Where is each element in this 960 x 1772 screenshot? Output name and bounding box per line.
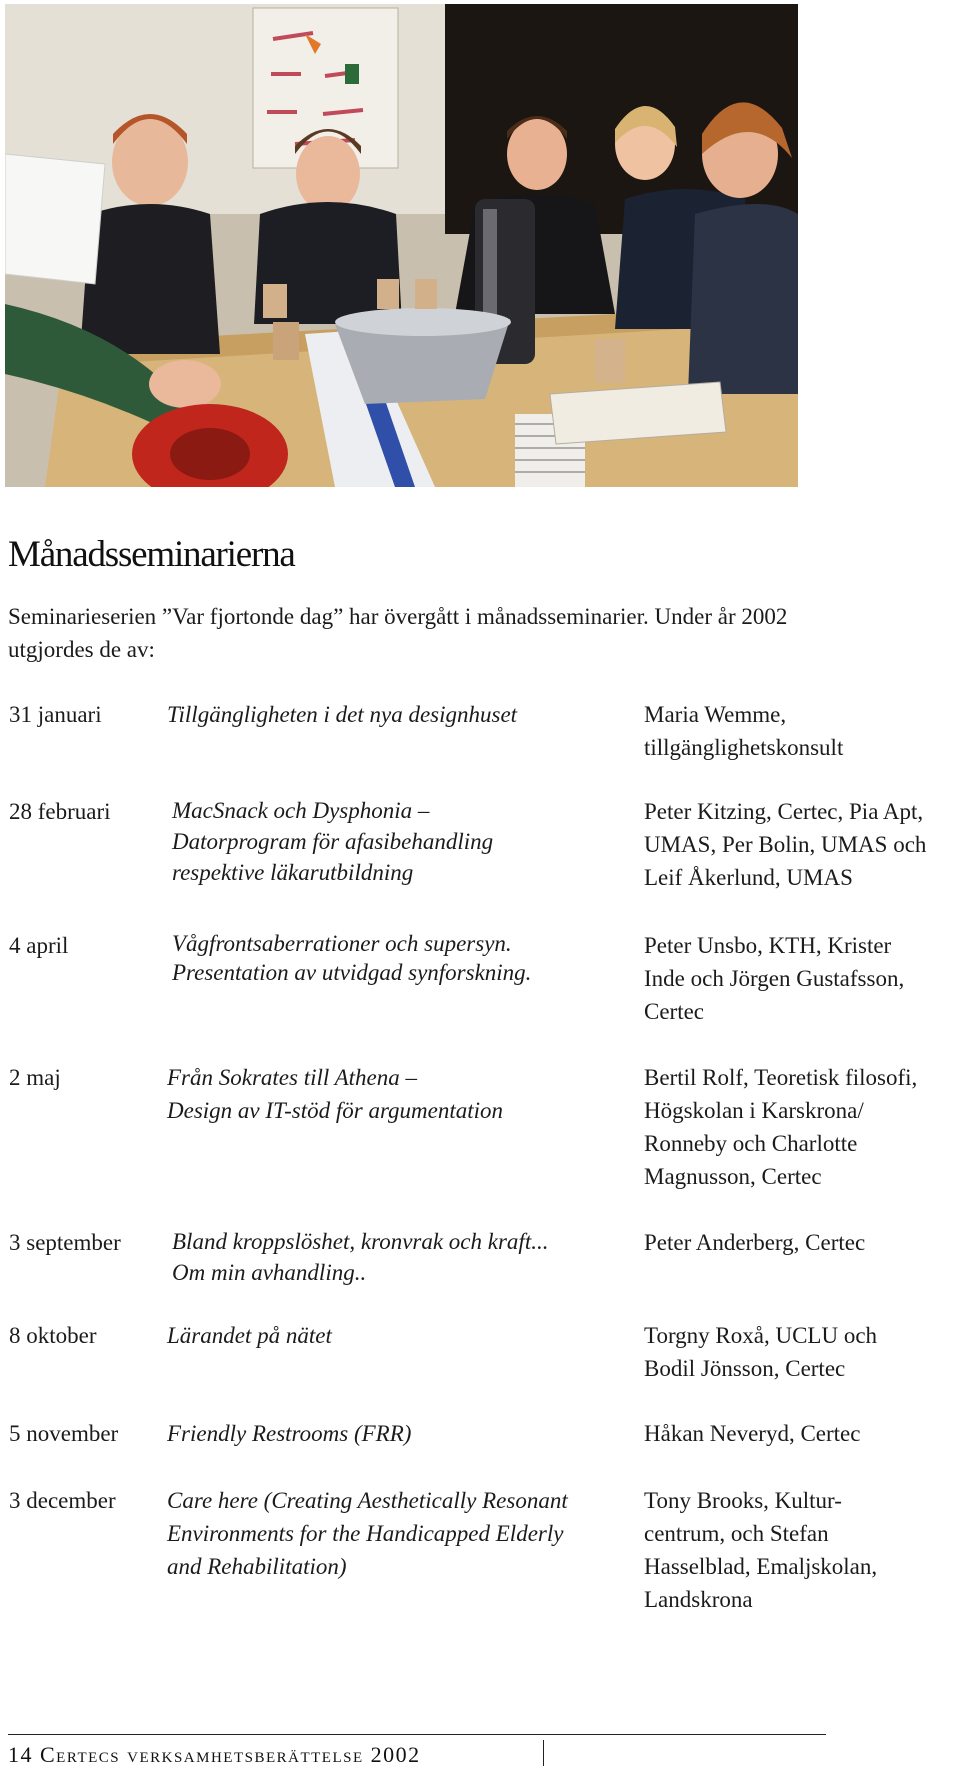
footer-rule [8, 1734, 826, 1735]
seminar-title: Vågfrontsaberrationer och supersyn. Presentation av utvidgad synforskning. [172, 931, 532, 985]
seminar-speaker: Håkan Neveryd, Certec [644, 1421, 861, 1446]
seminar-title: Bland kroppslöshet, kronvrak och kraft... Om min avhandling.. [172, 1229, 549, 1285]
seminar-speaker: Peter Kitzing, Certec, Pia Apt, UMAS, Per Bolin, UMAS och Leif Åkerlund, UMAS [644, 799, 927, 890]
seminar-date: 8 oktober [9, 1323, 97, 1348]
seminar-title: Care here (Creating Aesthetically Resonant Environments for the Handicapped Elderly and Rehabilitation) [167, 1488, 568, 1579]
seminar-date: 31 januari [9, 702, 102, 727]
seminar-speaker: Peter Unsbo, KTH, Krister Inde och Jörgen Gustafsson, Certec [644, 933, 905, 1024]
seminar-date: 2 maj [9, 1065, 61, 1090]
seminar-title: MacSnack och Dysphonia – Datorprogram för afasibehandling respektive läkarutbildning [172, 798, 494, 885]
intro-paragraph: Seminarieserien ”Var fjortonde dag” har övergått i månadsseminarier. Under år 2002 utgjordes de av: [8, 604, 788, 662]
seminar-date: 5 november [9, 1421, 119, 1446]
seminar-title: Friendly Restrooms (FRR) [167, 1421, 412, 1446]
seminar-title: Tillgängligheten i det nya designhuset [167, 702, 518, 727]
seminar-speaker: Peter Anderberg, Certec [644, 1230, 866, 1255]
seminar-date: 28 februari [9, 799, 111, 824]
seminar-speaker: Maria Wemme, tillgänglighetskonsult [644, 702, 844, 760]
page-footer: 14 Certecs verksamhetsberättelse 2002 [8, 1742, 421, 1767]
page-heading: Månadsseminarierna [8, 534, 295, 575]
seminar-date: 3 september [9, 1230, 121, 1255]
meeting-photo [5, 4, 798, 487]
seminar-date: 4 april [9, 933, 69, 958]
seminar-speaker: Torgny Roxå, UCLU och Bodil Jönsson, Certec [644, 1323, 878, 1381]
footer-divider [543, 1740, 544, 1766]
seminar-title: Från Sokrates till Athena – Design av IT-stöd för argumentation [167, 1065, 504, 1123]
seminar-speaker: Bertil Rolf, Teoretisk filosofi, Högskolan i Karskrona/ Ronneby och Charlotte Magnusson, Certec [644, 1065, 918, 1189]
seminar-title: Lärandet på nätet [167, 1323, 332, 1348]
seminar-speaker: Tony Brooks, Kultur- centrum, och Stefan Hasselblad, Emaljskolan, Landskrona [644, 1488, 878, 1612]
seminar-date: 3 december [9, 1488, 116, 1513]
